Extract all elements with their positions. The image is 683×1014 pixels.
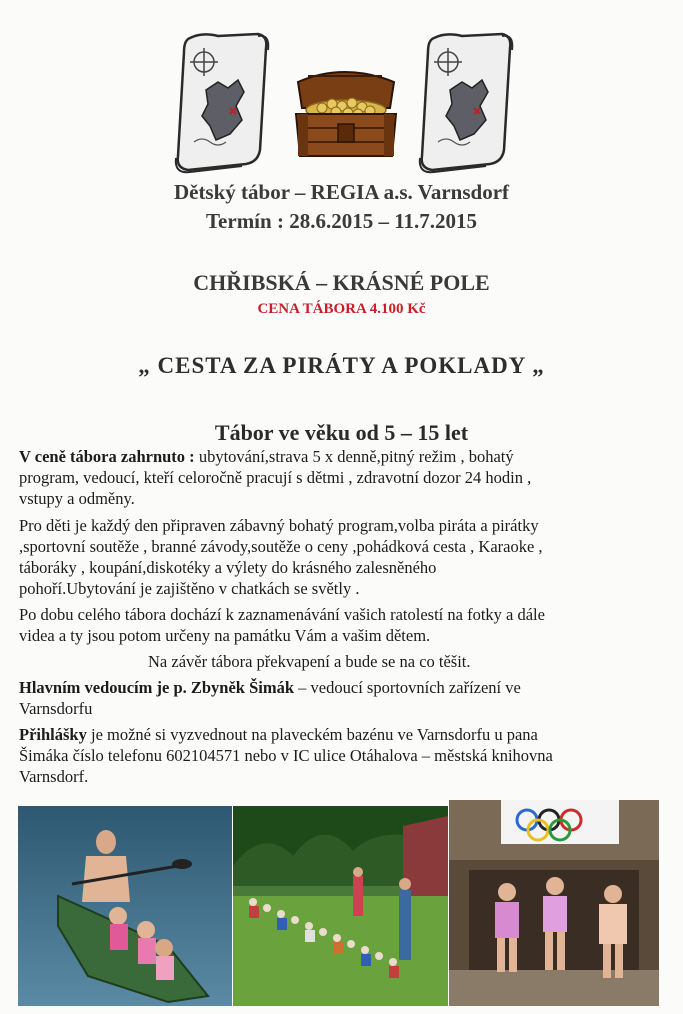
text-line: ,sportovní soutěže , branné závody,soutěže o ceny ,pohádková cesta , Karaoke ,	[19, 537, 543, 556]
text-line: videa a ty jsou potom určeny na památku Vám a vašim dětem.	[19, 626, 431, 645]
header-title: Dětský tábor – REGIA a.s. Varnsdorf	[173, 180, 510, 204]
text-line: vstupy a odměny.	[19, 489, 135, 508]
header-dates: Termín : 28.6.2015 – 11.7.2015	[205, 209, 478, 233]
treasure-chest-icon	[290, 64, 402, 160]
text-line: táboráky , koupání,diskotéky a výlety do krásného zalesněného	[19, 558, 437, 577]
camp-group-photo	[233, 806, 448, 1006]
text-line: program, vedoucí, kteří celoročně pracují s dětmi , zdravotní dozor 24 hodin ,	[19, 468, 532, 487]
text-line: Na závěr tábora překvapení a bude se na co těšit.	[148, 652, 471, 671]
motto-heading: „ CESTA ZA PIRÁTY A POKLADY „	[138, 353, 545, 378]
text-line: Varnsdorfu	[19, 699, 93, 718]
canoe-photo	[18, 806, 232, 1006]
location-heading: CHŘIBSKÁ – KRÁSNÉ POLE	[193, 270, 490, 295]
included-line	[19, 447, 514, 468]
apply-label: Přihlášky	[19, 725, 87, 744]
age-heading: Tábor ve věku od 5 – 15 let	[214, 420, 469, 445]
included-text: ubytování,strava 5 x denně,pitný režim , bohatý	[194, 447, 514, 466]
treasure-map-left-icon	[172, 30, 272, 176]
leader-label: Hlavním vedoucím je p. Zbyněk Šimák	[19, 678, 295, 697]
text-line: Šimáka číslo telefonu 602104571 nebo v IC ulice Otáhalova – městská knihovna	[19, 746, 553, 765]
apply-line	[19, 725, 538, 746]
treasure-map-right-icon	[416, 30, 516, 176]
text-line: pohoří.Ubytování je zajištěno v chatkách se světly .	[19, 579, 360, 598]
text-line: Varnsdorf.	[19, 767, 89, 786]
included-label: V ceně tábora zahrnuto :	[19, 447, 195, 466]
text-line: Pro děti je každý den připraven zábavný bohatý program,volba piráta a pirátky	[19, 516, 539, 535]
description-block	[19, 447, 683, 807]
text-line: Po dobu celého tábora dochází k zaznamenávání vašich ratolestí na fotky a dále	[19, 605, 545, 624]
olympics-kids-photo	[449, 800, 659, 1006]
apply-text: je možné si vyzvednout na plaveckém bazénu ve Varnsdorfu u pana	[86, 725, 538, 744]
leader-line	[19, 678, 521, 699]
price-label: CENA TÁBORA 4.100 Kč	[257, 301, 426, 317]
leader-text: – vedoucí sportovních zařízení ve	[294, 678, 521, 697]
